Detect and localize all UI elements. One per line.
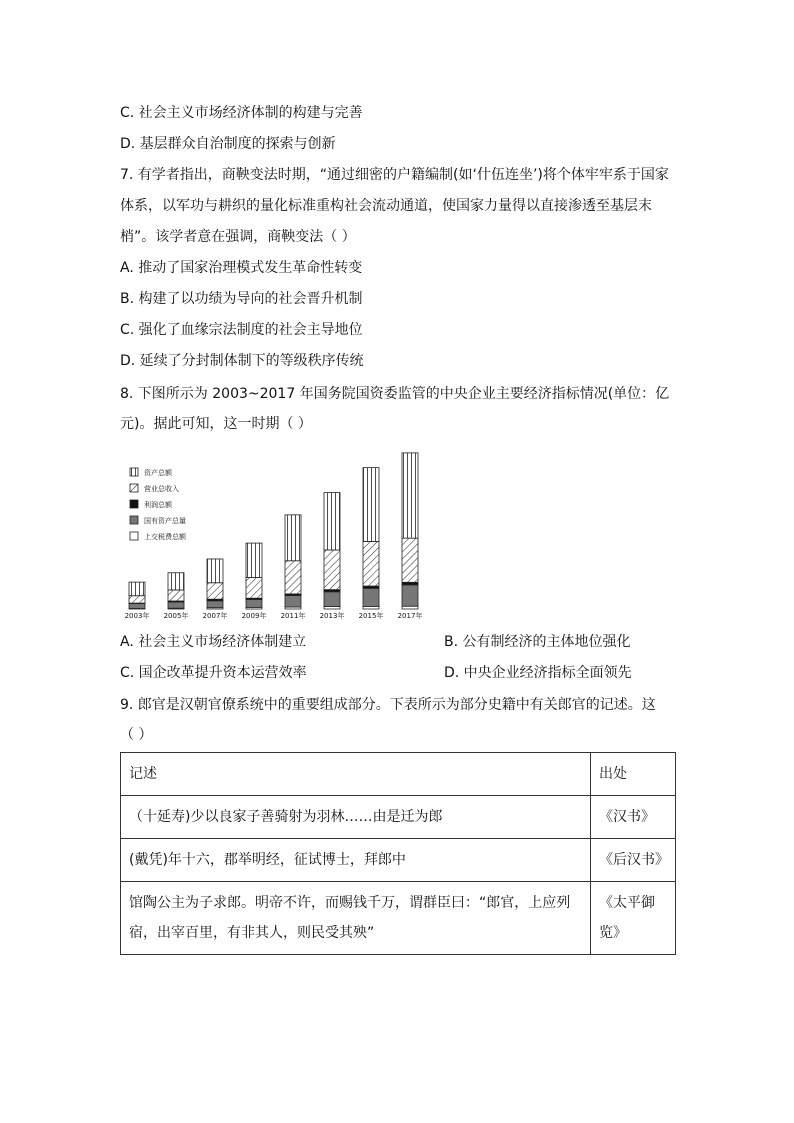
x-tick-label: 2011年 [280, 612, 306, 620]
bar-segment [168, 602, 184, 608]
bar-segment [363, 588, 379, 606]
source-cell: 《汉书》 [591, 796, 676, 839]
bar-segment [207, 583, 223, 599]
table-row [121, 882, 676, 955]
table-row [121, 796, 676, 839]
source-cell: 《后汉书》 [591, 839, 676, 882]
bar-segment [285, 596, 301, 607]
bar-segment [207, 601, 223, 608]
table-row [121, 839, 676, 882]
q6-option-c: C. 社会主义市场经济体制的构建与完善 [120, 105, 363, 121]
q8-stem-line2: 元)。据此可知，这一时期（ ） [120, 416, 312, 432]
q8-option-b: B. 公有制经济的主体地位强化 [444, 634, 631, 650]
q8-option-c: C. 国企改革提升资本运营效率 [120, 665, 307, 681]
x-tick-label: 2015年 [358, 612, 384, 620]
chart-bars [129, 453, 418, 609]
legend-swatch [130, 532, 138, 540]
bar-segment [324, 592, 340, 607]
bar-segment [402, 585, 418, 606]
bar-segment [168, 590, 184, 601]
x-tick-label: 2005年 [163, 612, 189, 620]
bar-segment [402, 453, 418, 538]
bar-segment [324, 493, 340, 550]
legend-swatch [130, 500, 138, 508]
bar-segment [129, 582, 145, 596]
q8-option-d: D. 中央企业经济指标全面领先 [444, 665, 632, 681]
q7-option-a: A. 推动了国家治理模式发生革命性转变 [120, 260, 363, 276]
x-tick-label: 2009年 [241, 612, 267, 620]
economic-indicators-chart [118, 440, 428, 626]
bar-segment [324, 550, 340, 590]
x-tick-label: 2003年 [124, 612, 150, 620]
header-record: 记述 [121, 753, 591, 796]
bar-segment [246, 543, 262, 577]
bar-segment [285, 561, 301, 594]
bar-segment [363, 468, 379, 542]
q7-option-c: C. 强化了血缘宗法制度的社会主导地位 [120, 322, 363, 338]
q8-option-a: A. 社会主义市场经济体制建立 [120, 634, 307, 650]
legend-label: 上交税费总额 [144, 533, 186, 541]
record-cell: 馆陶公主为子求郎。明帝不许，而赐钱千万，谓群臣曰：“郎官，上应列宿，出宰百里，有非其人，则民受其殃” [121, 882, 591, 955]
bar-segment [285, 515, 301, 561]
bar-segment [168, 573, 184, 590]
bar-segment [129, 604, 145, 609]
x-tick-label: 2017年 [397, 612, 423, 620]
q7-stem-line2: 体系，以军功与耕织的量化标准重构社会流动通道，使国家力量得以直接渗透至基层末 [120, 198, 652, 214]
record-cell: (戴凭)年十六，郡举明经，征试博士，拜郎中 [121, 839, 591, 882]
bar-segment [363, 541, 379, 586]
q8-stem-line1: 8. 下图所示为 2003~2017 年国务院国资委监管的中央企业主要经济指标情况(单位：亿 [120, 386, 670, 402]
records-table [120, 752, 676, 955]
legend-label: 国有资产总量 [144, 517, 186, 525]
q7-stem-line1: 7. 有学者指出，商鞅变法时期，“通过细密的户籍编制(如‘什伍连坐’)将个体牢牢系于国家 [120, 167, 669, 183]
q7-option-d: D. 延续了分封制体制下的等级秩序传统 [120, 353, 364, 369]
legend-swatch [130, 516, 138, 524]
bar-segment [129, 596, 145, 603]
bar-segment [246, 578, 262, 599]
source-cell: 《太平御览》 [591, 882, 676, 955]
legend-label: 营业总收入 [144, 485, 179, 493]
x-tick-label: 2007年 [202, 612, 228, 620]
q9-stem-line1: 9. 郎官是汉朝官僚系统中的重要组成部分。下表所示为部分史籍中有关郎官的记述。这 [120, 697, 656, 713]
q7-stem-line3: 梢”。该学者意在强调，商鞅变法（ ） [120, 229, 356, 245]
bar-segment [246, 599, 262, 607]
record-cell: （十延寿)少以良家子善骑射为羽林……由是迁为郎 [121, 796, 591, 839]
bar-segment [402, 606, 418, 609]
q7-option-b: B. 构建了以功绩为导向的社会晋升机制 [120, 291, 363, 307]
bar-segment [207, 559, 223, 583]
chart-x-ticks [125, 611, 423, 620]
x-tick-label: 2013年 [319, 612, 345, 620]
legend-label: 资产总额 [144, 469, 172, 477]
bar-segment [402, 538, 418, 582]
header-source: 出处 [591, 753, 676, 796]
legend-swatch [130, 468, 138, 476]
q6-option-d: D. 基层群众自治制度的探索与创新 [120, 136, 336, 152]
table-header-row [121, 753, 676, 796]
chart-legend [130, 468, 187, 541]
legend-label: 利润总额 [144, 501, 172, 509]
q9-stem-line2: （ ） [120, 727, 153, 743]
legend-swatch [130, 484, 138, 492]
